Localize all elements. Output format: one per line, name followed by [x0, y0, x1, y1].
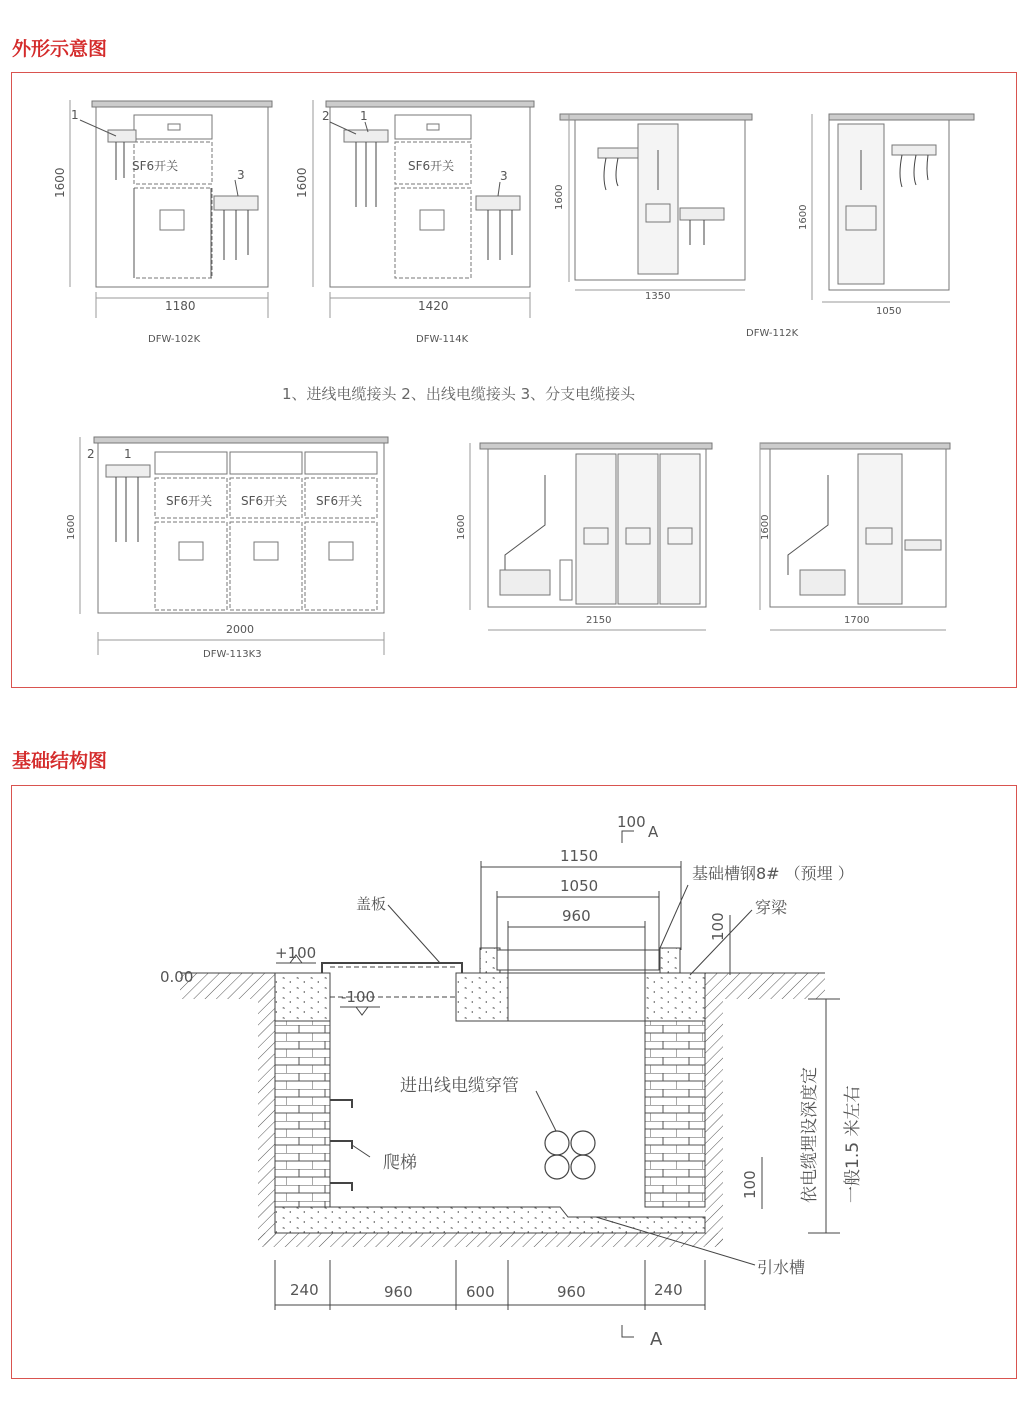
callout-2-unit2: 2 — [322, 109, 330, 123]
label-ladder: 爬梯 — [383, 1153, 417, 1173]
section-mark-bottom: A — [650, 1329, 663, 1350]
right-dim-100-bottom: 100 — [741, 1170, 759, 1199]
foundation-diagram — [0, 785, 1034, 1379]
legend-text: 1、进线电缆接头 2、出线电缆接头 3、分支电缆接头 — [282, 385, 636, 403]
exterior-diagrams — [0, 0, 1034, 700]
height-dim-3: 1600 — [554, 184, 565, 210]
model-name-5: DFW-113K3 — [203, 649, 262, 660]
label-cover: 盖板 — [356, 895, 387, 913]
callout-3-unit2: 3 — [500, 169, 508, 183]
height-dim-5: 1600 — [66, 514, 77, 540]
height-dim-6: 1600 — [456, 514, 467, 540]
section-title-foundation: 基础结构图 — [12, 750, 108, 772]
top-dim-1050: 1050 — [560, 877, 599, 895]
label-cable-pipe: 进出线电缆穿管 — [400, 1076, 519, 1096]
sf6-label-5: SF6开关 — [316, 494, 363, 508]
bottom-dim-960-right: 960 — [557, 1283, 586, 1301]
width-dim-7: 1700 — [844, 615, 870, 626]
level-plus-100: +100 — [275, 944, 317, 962]
width-dim-3: 1350 — [645, 291, 671, 302]
model-name-1: DFW-102K — [148, 334, 201, 345]
unit-dfw-102k — [70, 100, 272, 318]
height-dim-2: 1600 — [295, 167, 309, 198]
level-minus-100: -100 — [341, 988, 376, 1006]
label-drain: 引水槽 — [757, 1258, 806, 1277]
sf6-label-1: SF6开关 — [132, 159, 179, 173]
callout-3-unit1: 3 — [237, 168, 245, 182]
bottom-dim-960-left: 960 — [384, 1283, 413, 1301]
bottom-dim-240-left: 240 — [290, 1281, 319, 1299]
bottom-dim-240-right: 240 — [654, 1281, 683, 1299]
bottom-dim-600: 600 — [466, 1283, 495, 1301]
width-dim-1: 1180 — [165, 299, 196, 313]
depth-note-1: 依电缆埋设深度定 — [800, 1067, 820, 1203]
label-channel-steel: 基础槽钢8# （预埋 ） — [692, 864, 854, 883]
level-0: 0.00 — [160, 968, 194, 986]
depth-note-2: 一般1.5 米左右 — [843, 1085, 863, 1203]
sf6-label-4: SF6开关 — [241, 494, 288, 508]
unit-dfw-114k — [313, 100, 534, 318]
top-dim-960: 960 — [562, 907, 591, 925]
callout-2-unit5: 2 — [87, 447, 95, 461]
unit-dfw-112k — [812, 114, 974, 302]
callout-1-unit1: 1 — [71, 108, 79, 122]
width-dim-6: 2150 — [586, 615, 612, 626]
top-dim-1150: 1150 — [560, 847, 599, 865]
model-name-4: DFW-112K — [746, 328, 799, 339]
callout-1-unit2: 1 — [360, 109, 368, 123]
section-mark-top: A — [648, 823, 659, 841]
unit-1700 — [760, 443, 950, 630]
height-dim-4: 1600 — [798, 204, 809, 230]
label-beam: 穿梁 — [755, 898, 788, 917]
top-dim-100: 100 — [617, 813, 646, 831]
right-dim-100-top: 100 — [709, 912, 727, 941]
sf6-label-2: SF6开关 — [408, 159, 455, 173]
height-dim-1: 1600 — [53, 167, 67, 198]
height-dim-7: 1600 — [760, 514, 771, 540]
model-name-2: DFW-114K — [416, 334, 469, 345]
callout-1-unit5: 1 — [124, 447, 132, 461]
width-dim-5: 2000 — [226, 623, 254, 636]
sf6-label-3: SF6开关 — [166, 494, 213, 508]
width-dim-2: 1420 — [418, 299, 449, 313]
width-dim-4: 1050 — [876, 306, 902, 317]
unit-2150 — [470, 443, 712, 630]
unit-1350 — [560, 114, 752, 290]
section-title-exterior: 外形示意图 — [12, 38, 108, 60]
